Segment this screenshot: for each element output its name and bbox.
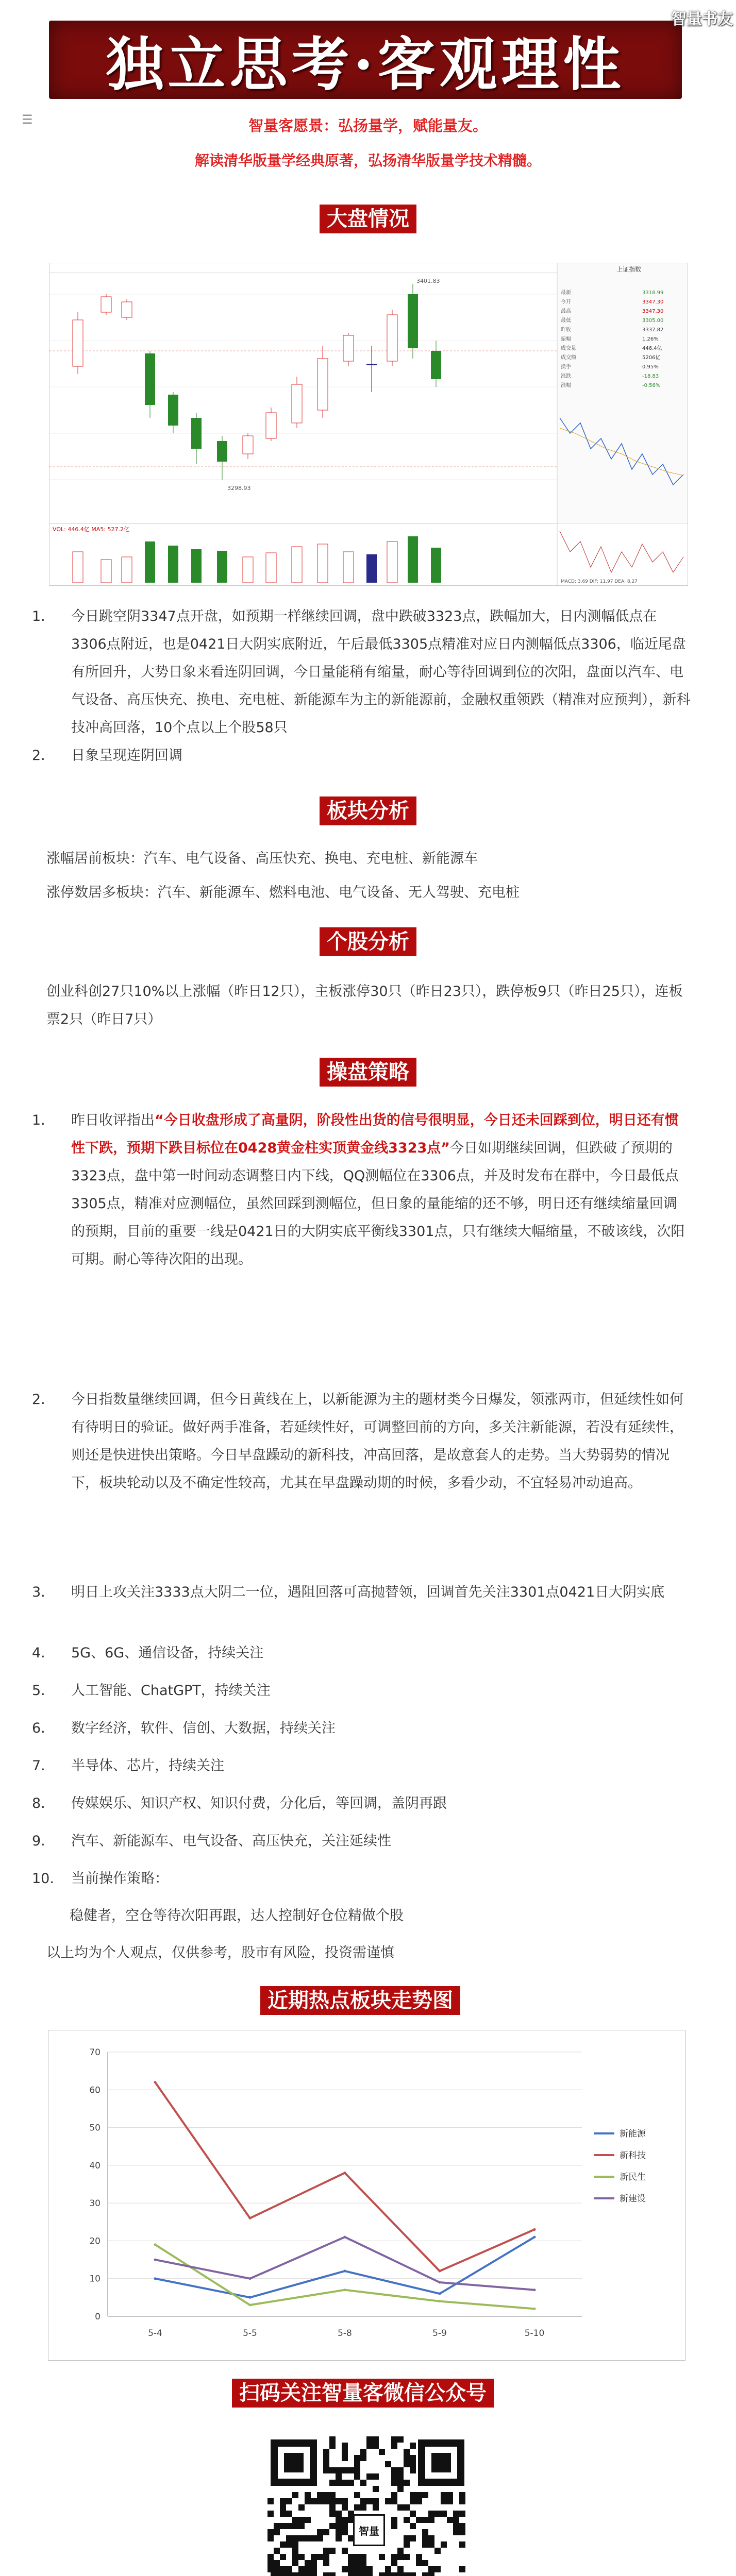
volume-bars: [73, 536, 441, 583]
side-value: 446.4亿: [642, 346, 662, 351]
list-item: 7. 半导体、芯片，持续关注: [32, 1758, 224, 1774]
menu-icon[interactable]: ☰: [22, 112, 33, 127]
section-title-strategy: 操盘策略: [320, 1058, 416, 1087]
side-label: 最低: [561, 318, 571, 324]
x-tick-label: 5-9: [432, 2328, 447, 2338]
kline-low-label: 3298.93: [227, 485, 251, 492]
strategy-item-4: 5G、6G、通信设备，持续关注: [71, 1645, 264, 1661]
side-label: 最新: [561, 290, 571, 296]
data-point: [249, 2217, 252, 2219]
legend-label: 新科技: [620, 2150, 646, 2161]
sector-limit-text: 涨停数居多板块：汽车、新能源车、燃料电池、电气设备、无人驾驶、充电桩: [46, 885, 520, 901]
list-item: 3. 明日上攻关注3333点大阴二一位，遇阻回落可高抛替领，回调首先关注3301点0421日大阴实底: [32, 1584, 665, 1600]
data-point: [344, 2172, 346, 2174]
data-point: [533, 2236, 536, 2239]
strategy-item-2: 今日指数量继续回调，但今日黄线在上，以新能源为主的题材类今日爆发，领涨两市，但延续性如何有待明日的验证。做好两手准备，若延续性好，可调整回前的方向，多关注新能源，若没有延续性，则还是快进快出策略。今日早盘躁动的新科技，冲高回落，是故意套人的走势。当大势弱势的情况下，板块轮动以及不确定性较高，尤其在早盘躁动期的时候，多看少动，不宜轻易冲动追高。: [71, 1392, 683, 1491]
candles: [73, 284, 441, 480]
legend-label: 新能源: [620, 2129, 646, 2139]
strategy-item-9: 汽车、新能源车、电气设备、高压快充，关注延续性: [71, 1833, 391, 1849]
header-banner: [49, 21, 682, 99]
strategy-item-1-highlight: “今日收盘形成了高量阴，阶段性出货的信号很明显，今日还未回踩到位，明日还有惯性下跌，预期下跌目标位在0428黄金柱实顶黄金线3323点”: [71, 1112, 679, 1156]
data-point: [533, 2308, 536, 2310]
index-kline-panel: [49, 263, 688, 586]
list-item: 2. 今日指数量继续回调，但今日黄线在上，以新能源为主的题材类今日爆发，领涨两市，但延续性如何有待明日的验证。做好两手准备，若延续性好，可调整回前的方向，多关注新能源，若没有延续性，则还是快进快出策略。今日早盘躁动的新科技，冲高回落，是故意套人的走势。当大势弱势的情况下，板块轮动以及不确定性较高，尤其在早盘躁动期的时候，多看少动，不宜轻易冲动追高。: [32, 1392, 683, 1491]
list-item: 4. 5G、6G、通信设备，持续关注: [32, 1645, 264, 1661]
y-tick-label: 40: [89, 2160, 101, 2171]
series-line-新科技: [155, 2082, 534, 2271]
data-point: [439, 2281, 441, 2284]
side-label: 振幅: [561, 336, 571, 342]
strategy-item-1-prefix: 昨日收评指出: [71, 1112, 155, 1128]
data-point: [249, 2296, 252, 2299]
vision-line: 智量客愿景：弘扬量学，赋能量友。: [248, 117, 488, 134]
x-tick-label: 5-5: [243, 2328, 257, 2338]
list-item: 6. 数字经济，软件、信创、大数据，持续关注: [32, 1720, 336, 1736]
mission-line: 解读清华版量学经典原著，弘扬清华版量学技术精髓。: [194, 152, 541, 169]
data-point: [439, 2300, 441, 2302]
trend-chart-frame: [48, 2030, 685, 2361]
macd-header: MACD: 3.69 DIF: 11.97 DEA: 8.27: [561, 579, 638, 584]
strategy-item-6: 数字经济，软件、信创、大数据，持续关注: [71, 1720, 336, 1736]
disclaimer-text: 以上均为个人观点，仅供参考，股市有风险，投资需谨慎: [46, 1945, 394, 1961]
qr-pattern: [265, 2434, 470, 2576]
strategy-item-10: 当前操作策略：: [71, 1871, 169, 1887]
list-item: 8. 传媒娱乐、知识产权、知识付费，分化后，等回调，盖阴再跟: [32, 1795, 447, 1811]
data-point: [249, 2304, 252, 2307]
strategy-item-5: 人工智能、ChatGPT，持续关注: [71, 1683, 271, 1699]
side-label: 成交额: [561, 355, 576, 361]
y-tick-label: 50: [89, 2123, 101, 2133]
stocks-text: 创业科创27只10%以上涨幅（昨日12只），主板涨停30只（昨日23只），跌停板9只（昨日25只），连板票2只（昨日7只）: [46, 984, 683, 1027]
side-value: 3347.30: [642, 309, 664, 314]
data-point: [439, 2270, 441, 2273]
list-item: 9. 汽车、新能源车、电气设备、高压快充，关注延续性: [32, 1833, 391, 1849]
data-point: [249, 2277, 252, 2280]
side-value: 3318.99: [642, 290, 664, 296]
side-label: 最高: [561, 309, 571, 314]
data-point: [344, 2270, 346, 2273]
data-point: [533, 2228, 536, 2231]
side-label: 涨跌: [561, 374, 571, 379]
side-value: 3337.82: [642, 327, 664, 333]
y-tick-label: 20: [89, 2236, 101, 2247]
data-point: [533, 2289, 536, 2291]
side-value: 1.26%: [642, 336, 659, 342]
section-title-wechat: 扫码关注智量客微信公众号: [232, 2379, 494, 2408]
data-point: [344, 2289, 346, 2291]
side-value: 3347.30: [642, 299, 664, 305]
side-label: 涨幅: [561, 383, 571, 388]
strategy-item-3: 明日上攻关注3333点大阴二一位，遇阻回落可高抛替领，回调首先关注3301点0421日大阴实底: [71, 1584, 665, 1600]
x-tick-label: 5-8: [338, 2328, 352, 2338]
wechat-qr-code[interactable]: [265, 2434, 470, 2576]
y-tick-label: 30: [89, 2198, 101, 2209]
list-item: 5. 人工智能、ChatGPT，持续关注: [32, 1683, 271, 1699]
x-tick-label: 5-4: [148, 2328, 162, 2338]
market-item-1: 今日跳空阴3347点开盘，如预期一样继续回调，盘中跌破3323点，跌幅加大，日内测幅低点在3306点附近，也是0421日大阴实底附近，午后最低3305点精准对应日内测幅低点3306，临近尾盘有所回升，大势日象来看连阴回调，今日量能稍有缩量，耐心等待回调到位的次阳，盘面以汽车、电气设备、高压快充、换电、充电桩、新能源车为主的新能源前，金融权重领跌（精准对应预判），新科技冲高回落，10个点以上个股58只: [71, 608, 691, 736]
section-title-stocks: 个股分析: [320, 927, 416, 956]
series-line-新能源: [155, 2237, 534, 2297]
side-title: 上证指数: [616, 266, 642, 273]
legend-label: 新民生: [620, 2172, 646, 2182]
side-value: -18.83: [642, 374, 659, 379]
strategy-item-1-suffix: 今日如期继续回调，但跌破了预期的3323点，盘中第一时间动态调整日内下线，QQ测幅位在3306点，并及时发布在群中，今日最低点3305点，精准对应测幅位，虽然回踩到测幅位，但日象的量能缩的还不够，明日还有继续缩量回调的预期，目前的重要一线是0421日的大阴实底平衡线3301点，只有继续大幅缩量，不破该线，次阳可期。耐心等待次阳的出现。: [71, 1140, 685, 1267]
y-tick-label: 60: [89, 2085, 101, 2096]
watermark-logo: 智量书友: [671, 10, 733, 28]
side-label: 换手: [561, 364, 571, 370]
qr-center-logo: 智量: [353, 2514, 385, 2546]
vol-header: VOL: 446.4亿 MA5: 527.2亿: [53, 526, 130, 533]
side-label: 昨收: [561, 327, 571, 333]
banner-title: 独立思考·客观理性: [106, 30, 625, 98]
y-tick-label: 10: [89, 2274, 101, 2284]
section-title-market: 大盘情况: [320, 205, 416, 233]
market-item-2: 日象呈现连阴回调: [71, 748, 182, 764]
list-item: 2. 日象呈现连阴回调: [32, 748, 182, 764]
section-title-trend: 近期热点板块走势图: [260, 1986, 460, 2015]
data-point: [154, 2243, 157, 2246]
kline-high-label: 3401.83: [416, 278, 440, 284]
side-label: 成交量: [561, 346, 576, 351]
strategy-item-8: 传媒娱乐、知识产权、知识付费，分化后，等回调，盖阴再跟: [71, 1795, 447, 1811]
y-tick-label: 70: [89, 2047, 101, 2058]
sector-up-text: 涨幅居前板块：汽车、电气设备、高压快充、换电、充电桩、新能源车: [46, 851, 478, 867]
side-value: -0.56%: [642, 383, 661, 388]
list-item: 10. 当前操作策略：: [32, 1871, 169, 1887]
strategy-item-10-detail: 稳健者，空仓等待次阳再跟，达人控制好仓位精做个股: [70, 1908, 404, 1924]
strategy-item-7: 半导体、芯片，持续关注: [71, 1758, 224, 1774]
data-point: [154, 2259, 157, 2261]
data-point: [344, 2236, 346, 2239]
section-title-sector: 板块分析: [320, 796, 416, 825]
legend-label: 新建设: [620, 2194, 646, 2204]
y-tick-label: 0: [95, 2312, 101, 2322]
side-value: 0.95%: [642, 364, 659, 370]
x-tick-label: 5-10: [524, 2328, 545, 2338]
kline-svg: [49, 263, 688, 585]
list-item: 1. 今日跳空阴3347点开盘，如预期一样继续回调，盘中跌破3323点，跌幅加大，日内测幅低点在3306点附近，也是0421日大阴实底附近，午后最低3305点精准对应日内测幅低点3306，临近尾盘有所回升，大势日象来看连阴回调，今日量能稍有缩量，耐心等待回调到位的次阳，盘面以汽车、电气设备、高压快充、换电、充电桩、新能源车为主的新能源前，金融权重领跌（精准对应预判），新科技冲高回落，10个点以上个股58只: [32, 608, 691, 736]
side-value: 5206亿: [642, 355, 661, 361]
data-point: [154, 2277, 157, 2280]
trend-chart: [48, 2030, 685, 2360]
data-point: [154, 2081, 157, 2083]
data-point: [439, 2293, 441, 2295]
side-label: 今开: [561, 299, 571, 305]
side-value: 3305.00: [642, 318, 664, 324]
list-item: 1. 昨日收评指出“今日收盘形成了高量阴，阶段性出货的信号很明显，今日还未回踩到位，明日还有惯性下跌，预期下跌目标位在0428黄金柱实顶黄金线3323点”今日如期继续回调，但跌破了预期的3323点，盘中第一时间动态调整日内下线，QQ测幅位在3306点，并及时发布在群中，今日最低点3305点，精准对应测幅位，虽然回踩到测幅位，但日象的量能缩的还不够，明日还有继续缩量回调的预期，目前的重要一线是0421日的大阴实底平衡线3301点，只有继续大幅缩量，不破该线，次阳可期。耐心等待次阳的出现。: [32, 1112, 685, 1267]
